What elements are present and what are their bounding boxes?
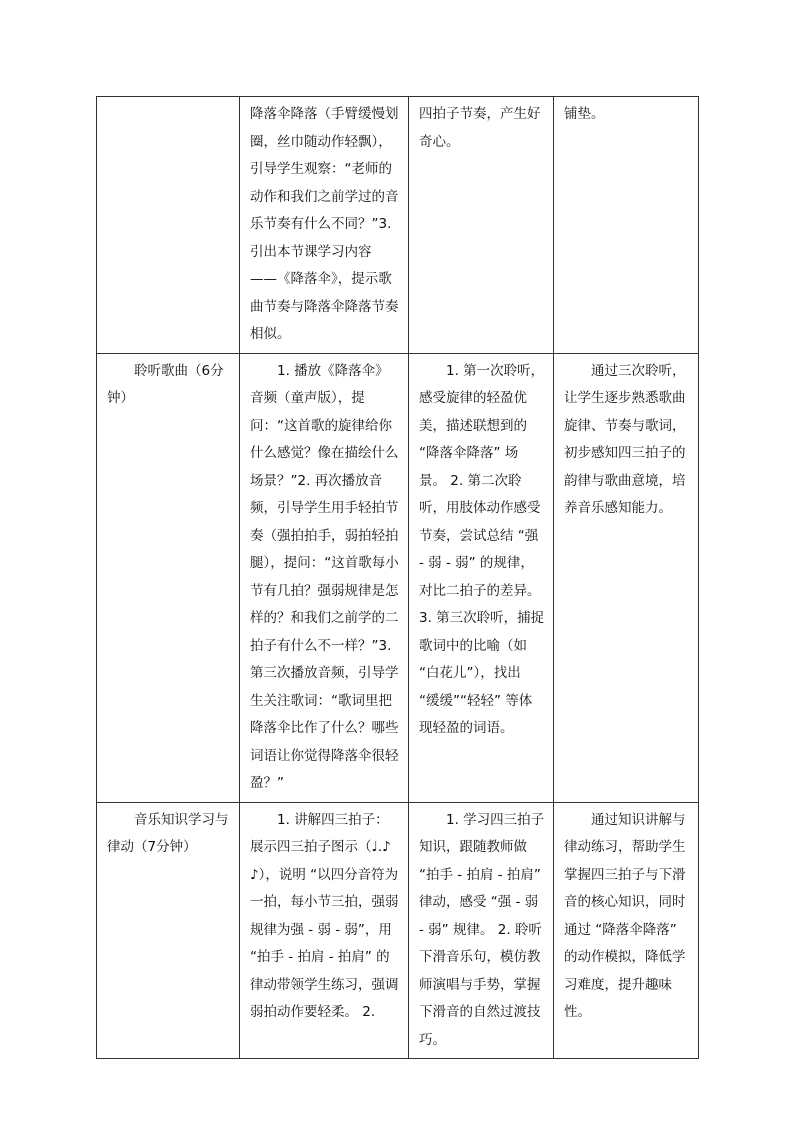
table-row xyxy=(97,97,699,354)
student-activity-cell: 1. 学习四三拍子知识，跟随教师做 “拍手 - 拍肩 - 拍肩” 律动，感受 “强 - 弱 - 弱” 规律。 2. 聆听下滑音乐句，模仿教师演唱与手势，掌握下滑音的自然过渡技巧。 xyxy=(409,802,554,1059)
teacher-activity-cell: 降落伞降落（手臂缓慢划圈，丝巾随动作轻飘），引导学生观察：“老师的动作和我们之前学过的音乐节奏有什么不同？”3. 引出本节课学习内容 ——《降落伞》，提示歌曲节奏与降落伞降落节奏相似。 xyxy=(240,97,409,354)
student-activity-cell: 四拍子节奏，产生好奇心。 xyxy=(409,97,554,354)
table-row xyxy=(97,353,699,802)
stage-cell: 音乐知识学习与律动（7分钟） xyxy=(97,802,240,1059)
stage-cell: 聆听歌曲（6分钟） xyxy=(97,353,240,802)
stage-cell xyxy=(97,97,240,354)
design-intent-cell: 通过知识讲解与律动练习，帮助学生掌握四三拍子与下滑音的核心知识，同时通过 “降落伞降落” 的动作模拟，降低学习难度，提升趣味性。 xyxy=(554,802,699,1059)
student-activity-cell: 1. 第一次聆听，感受旋律的轻盈优美，描述联想到的 “降落伞降落” 场景。 2. 第二次聆听，用肢体动作感受节奏，尝试总结 “强 - 弱 - 弱” 的规律，对比二拍子的差异。3. 第三次聆听，捕捉歌词中的比喻（如 “白花儿”），找出 “缓缓”“轻轻” 等体现轻盈的词语。 xyxy=(409,353,554,802)
teacher-activity-cell: 1. 讲解四三拍子：展示四三拍子图示（♩.♪♪），说明 “以四分音符为一拍，每小节三拍，强弱规律为强 - 弱 - 弱”，用 “拍手 - 拍肩 - 拍肩” 的律动带领学生练习，强调弱拍动作要轻柔。 2. xyxy=(240,802,409,1059)
lesson-plan-table xyxy=(96,96,699,1059)
teacher-activity-cell: 1. 播放《降落伞》音频（童声版），提问：“这首歌的旋律给你什么感觉？像在描绘什么场景？”2. 再次播放音频，引导学生用手轻拍节奏（强拍拍手，弱拍轻拍腿），提问：“这首歌每小节有几拍？强弱规律是怎样的？和我们之前学的二拍子有什么不一样？”3. 第三次播放音频，引导学生关注歌词：“歌词里把降落伞比作了什么？哪些词语让你觉得降落伞很轻盈？” xyxy=(240,353,409,802)
design-intent-cell: 铺垫。 xyxy=(554,97,699,354)
design-intent-cell: 通过三次聆听，让学生逐步熟悉歌曲旋律、节奏与歌词，初步感知四三拍子的韵律与歌曲意境，培养音乐感知能力。 xyxy=(554,353,699,802)
table-row xyxy=(97,802,699,1059)
